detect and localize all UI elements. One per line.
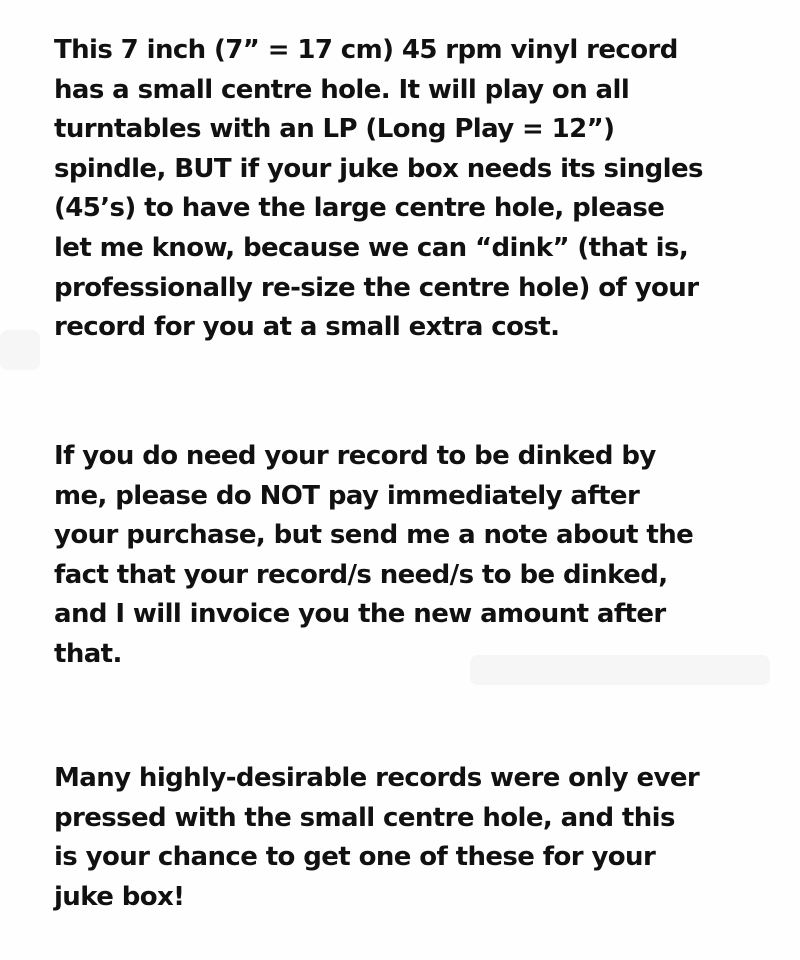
text-line: fact that your record/s need/s to be dinked, <box>54 559 668 590</box>
text-line: (45’s) to have the large centre hole, please <box>54 193 665 224</box>
text-line: If you do need your record to be dinked by <box>54 441 656 471</box>
text-line: that. <box>54 638 122 669</box>
text-line: record for you at a small extra cost. <box>54 312 560 343</box>
text-line: juke box! <box>54 881 185 912</box>
text-line: professionally re-size the centre hole) of your <box>54 272 699 303</box>
text-line: This 7 inch (7” = 17 cm) 45 rpm vinyl record <box>54 35 678 65</box>
text-line: me, please do NOT pay immediately after <box>54 480 640 511</box>
text-line: is your chance to get one of these for your <box>54 842 656 873</box>
text-line: has a small centre hole. It will play on all <box>54 74 630 105</box>
scan-artifact <box>0 330 40 370</box>
paragraph-dinking-payment <box>54 437 784 675</box>
text-line: Many highly-desirable records were only ever <box>54 763 700 793</box>
text-line: pressed with the small centre hole, and this <box>54 802 675 833</box>
text-line: your purchase, but send me a note about the <box>54 520 694 551</box>
text-line: let me know, because we can “dink” (that is, <box>54 232 689 263</box>
text-line: and I will invoice you the new amount after <box>54 599 666 630</box>
paragraph-desirable-records <box>54 759 784 917</box>
text-line: turntables with an LP (Long Play = 12”) <box>54 114 615 145</box>
paragraph-record-hole-info <box>54 31 784 348</box>
text-line: spindle, BUT if your juke box needs its singles <box>54 153 703 184</box>
